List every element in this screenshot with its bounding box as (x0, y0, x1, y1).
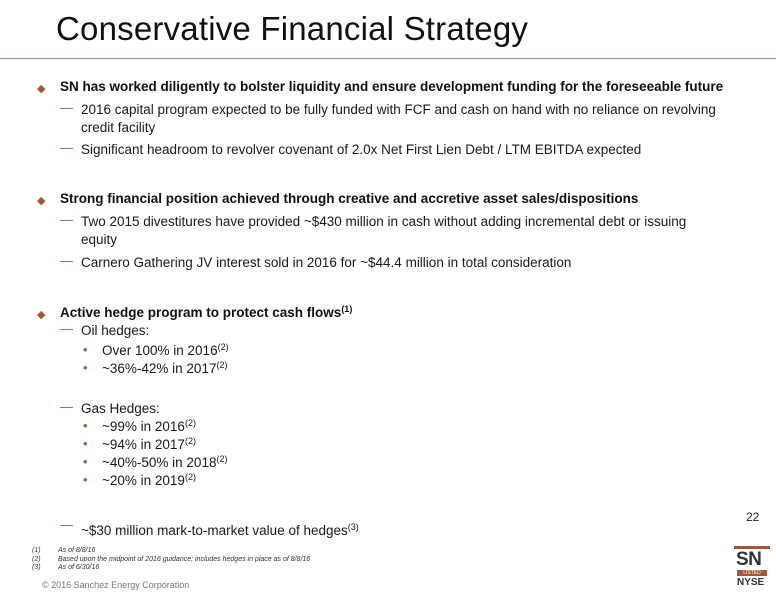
bullet-liquidity: SN has worked diligently to bolster liquidity and ensure development funding for the foreseeable future (60, 79, 724, 94)
dash-bullet-icon: — (60, 399, 73, 414)
gas-hedge-item: ~99% in 2016$^{(2)}$ (102, 418, 196, 434)
footnote: (3) As of 6/30/16 (32, 564, 100, 571)
diamond-bullet-icon: ◆ (37, 83, 46, 95)
page-title: Conservative Financial Strategy (56, 10, 529, 47)
sn-nyse-logo (734, 546, 774, 596)
dash-bullet-icon: — (60, 100, 73, 115)
footnote-ref: (1) (341, 304, 353, 314)
copyright-notice: © 2016 Sanchez Energy Corporation (42, 580, 190, 590)
dot-bullet-icon: • (83, 418, 88, 433)
sub-bullet-oil-hedges: Oil hedges: (81, 323, 150, 338)
sub-bullet-carnero-jv: Carnero Gathering JV interest sold in 2016 for ~$44.4 million in total consideration (81, 255, 572, 270)
logo-band: LISTED (737, 570, 767, 576)
oil-hedge-item: ~36%-42% in 2017$^{(2)}$ (102, 360, 228, 376)
bullet-financial-position: Strong financial position achieved through creative and accretive asset sales/dispositions (60, 191, 639, 206)
footnote: (1) As of 8/8/16 (32, 547, 96, 554)
sub-bullet-mark-to-market: ~$30 million mark-to-market value of hedges$^{(3)}$ (81, 522, 359, 538)
title-divider (0, 58, 776, 59)
gas-hedge-item: ~40%-50% in 2018$^{(2)}$ (102, 454, 228, 470)
sub-bullet-capital-program: 2016 capital program expected to be fully funded with FCF and cash on hand with no reliance on revolving credit facility (81, 102, 716, 135)
diamond-bullet-icon: ◆ (37, 195, 46, 207)
oil-hedge-item: Over 100% in 2016$^{(2)}$ (102, 342, 229, 358)
dash-bullet-icon: — (60, 253, 73, 268)
logo-ticker: SN (736, 549, 762, 570)
dash-bullet-icon: — (60, 140, 73, 155)
logo-exchange: NYSE (737, 577, 765, 588)
dot-bullet-icon: • (83, 454, 88, 469)
page-number: 22 (746, 510, 760, 524)
dash-bullet-icon: — (60, 517, 73, 532)
dash-bullet-icon: — (60, 321, 73, 336)
gas-hedge-item: ~94% in 2017$^{(2)}$ (102, 436, 196, 452)
sub-bullet-gas-hedges: Gas Hedges: (81, 401, 160, 416)
dot-bullet-icon: • (83, 436, 88, 451)
gas-hedge-item: ~20% in 2019$^{(2)}$ (102, 472, 196, 488)
dot-bullet-icon: • (83, 360, 88, 375)
sub-bullet-divestitures: Two 2015 divestitures have provided ~$430 million in cash without adding incremental debt or issuing equity (81, 214, 687, 247)
diamond-bullet-icon: ◆ (37, 309, 46, 321)
bullet-hedge-program: Active hedge program to protect cash flows$^{(1)}$ (60, 304, 353, 320)
sub-bullet-covenant-headroom: Significant headroom to revolver covenant of 2.0x Net First Lien Debt / LTM EBITDA expected (81, 142, 642, 157)
dash-bullet-icon: — (60, 212, 73, 227)
footnotes (32, 547, 310, 573)
dot-bullet-icon: • (83, 472, 88, 487)
footnote: (2) Based upon the midpoint of 2016 guidance; includes hedges in place as of 8/8/16 (32, 555, 311, 563)
dot-bullet-icon: • (83, 342, 88, 357)
